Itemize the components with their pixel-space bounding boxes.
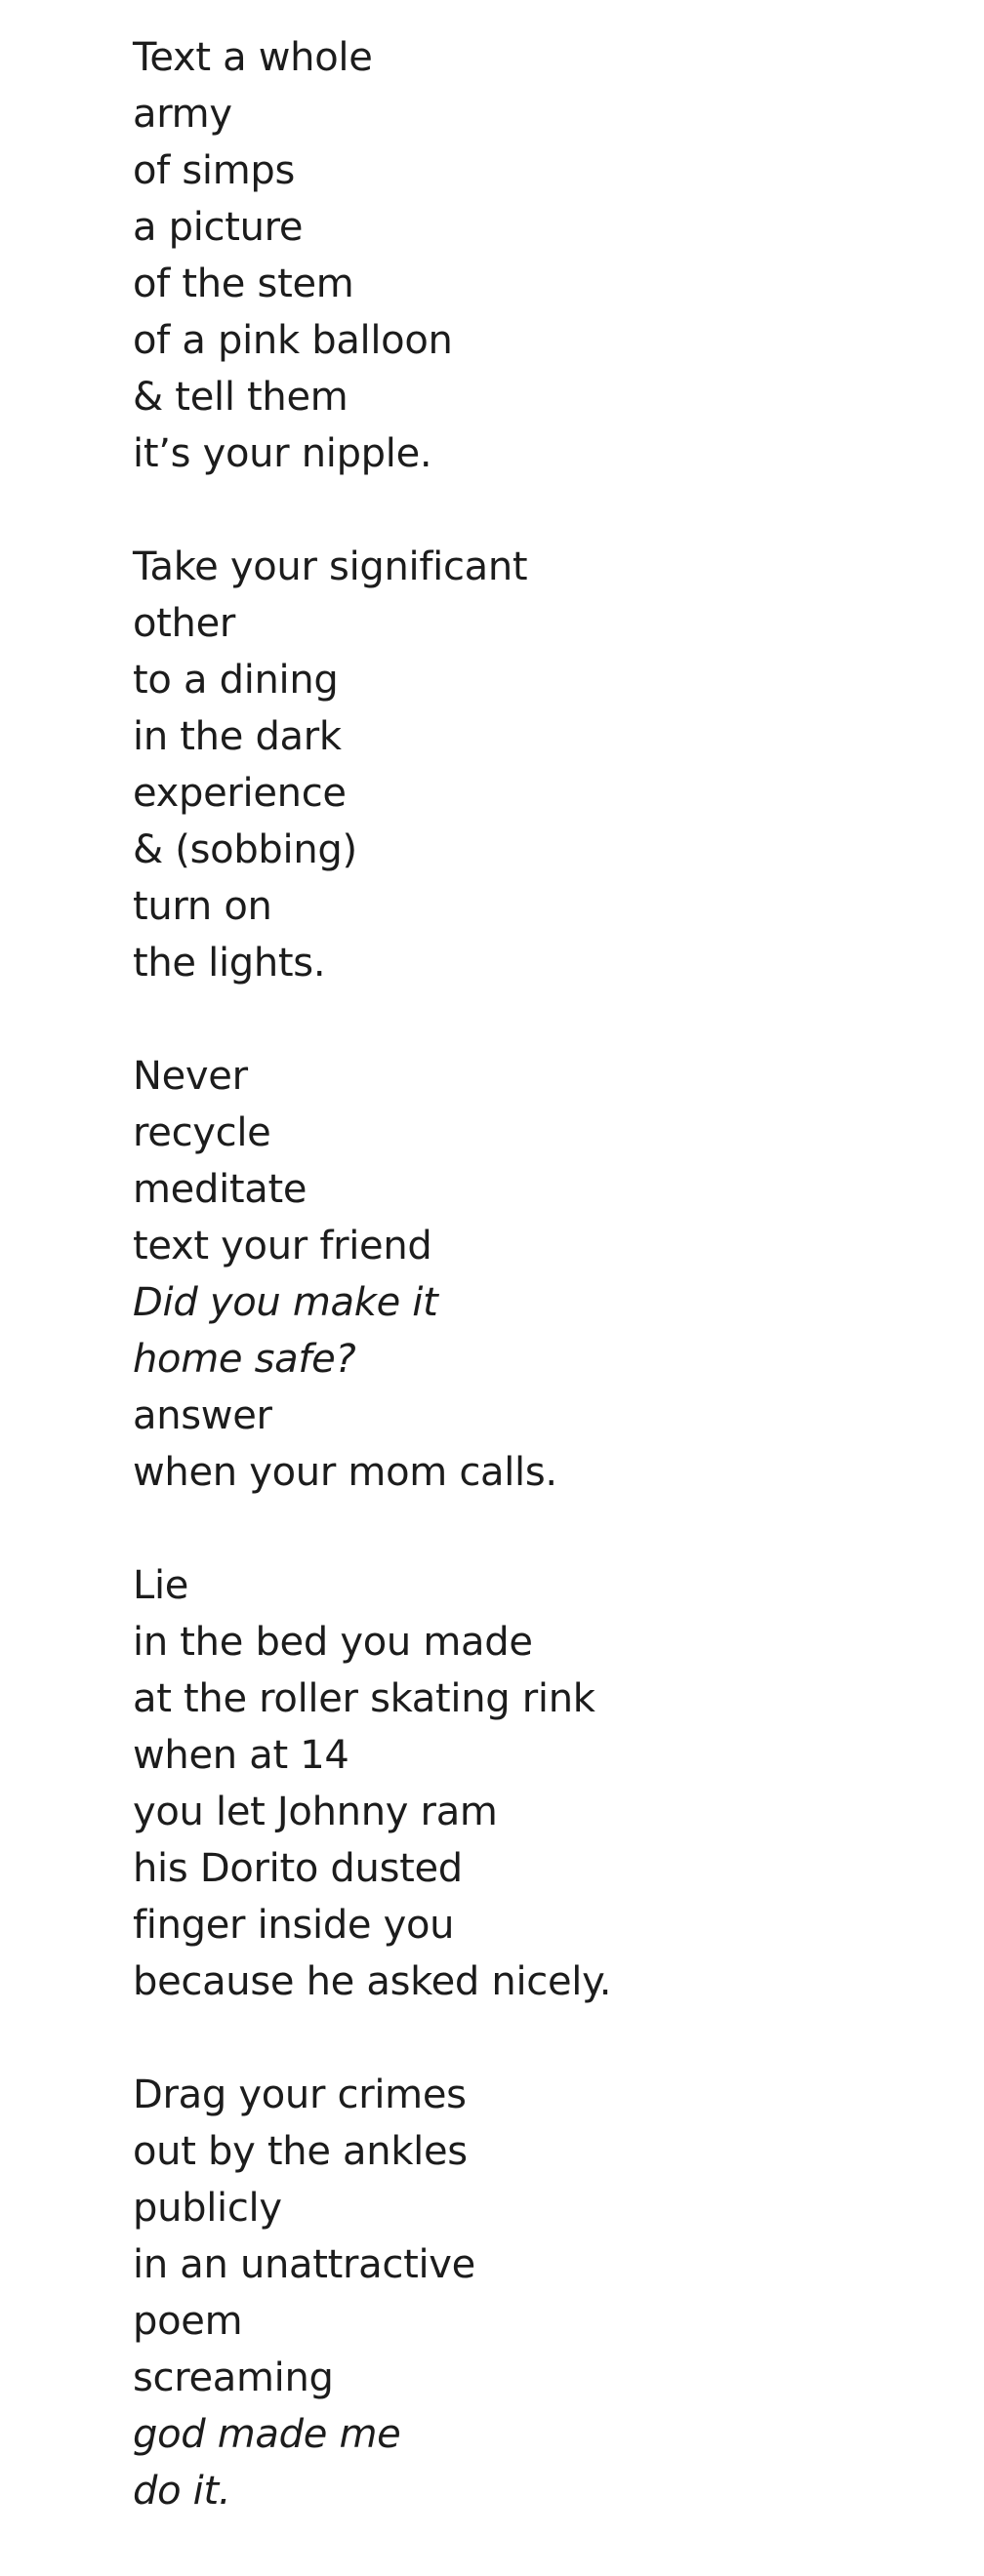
poem-line: answer: [133, 1393, 272, 1438]
poem-line: Take your significant: [133, 544, 528, 589]
poem-line: Lie: [133, 1563, 189, 1608]
poem-line: a picture: [133, 205, 304, 250]
poem-line: of the stem: [133, 262, 354, 306]
poem-line: text your friend: [133, 1224, 432, 1268]
poem-line: publicly: [133, 2186, 282, 2231]
poem-line: to a dining: [133, 658, 339, 703]
poem-line: in the bed you made: [133, 1620, 533, 1665]
poem-line: & (sobbing): [133, 827, 357, 872]
poem-line: when at 14: [133, 1733, 349, 1778]
poem-line: of a pink balloon: [133, 318, 453, 363]
poem-line: in an unattractive: [133, 2242, 475, 2287]
poem-stanza-4: [133, 1557, 933, 2010]
poem-line: out by the ankles: [133, 2129, 468, 2174]
poem-line: experience: [133, 771, 347, 816]
poem-line: of simps: [133, 148, 296, 193]
poem-line: screaming: [133, 2355, 334, 2400]
poem-line: you let Johnny ram: [133, 1790, 498, 1834]
poem-stanza-5: [133, 2067, 933, 2519]
poem-line: when your mom calls.: [133, 1450, 557, 1495]
poem-stanza-2: [133, 539, 933, 991]
poem-line: Text a whole: [133, 35, 373, 80]
poem-line: in the dark: [133, 714, 342, 759]
poem-line: at the roller skating rink: [133, 1676, 595, 1721]
poem-line: his Dorito dusted: [133, 1846, 463, 1891]
poem-line: finger inside you: [133, 1903, 455, 1948]
poem-line: poem: [133, 2299, 243, 2344]
poem-line: Did you make it: [133, 1280, 438, 1325]
poem-line: god made me: [133, 2412, 401, 2457]
poem-line: do it.: [133, 2469, 231, 2514]
poem-body: [133, 29, 933, 2576]
poem-line: home safe?: [133, 1337, 356, 1382]
poem-stanza-3: [133, 1048, 933, 1501]
poem-line: it’s your nipple.: [133, 431, 432, 476]
poem-line: Never: [133, 1054, 248, 1099]
poem-line: Drag your crimes: [133, 2073, 467, 2117]
poem-line: & tell them: [133, 375, 348, 420]
poem-line: because he asked nicely.: [133, 1959, 612, 2004]
poem-line: recycle: [133, 1110, 271, 1155]
poem-line: turn on: [133, 884, 272, 929]
poem-line: other: [133, 601, 236, 646]
poem-line: the lights.: [133, 941, 326, 986]
poem-stanza-1: [133, 29, 933, 482]
poem-line: army: [133, 92, 232, 137]
poem-line: meditate: [133, 1167, 308, 1212]
